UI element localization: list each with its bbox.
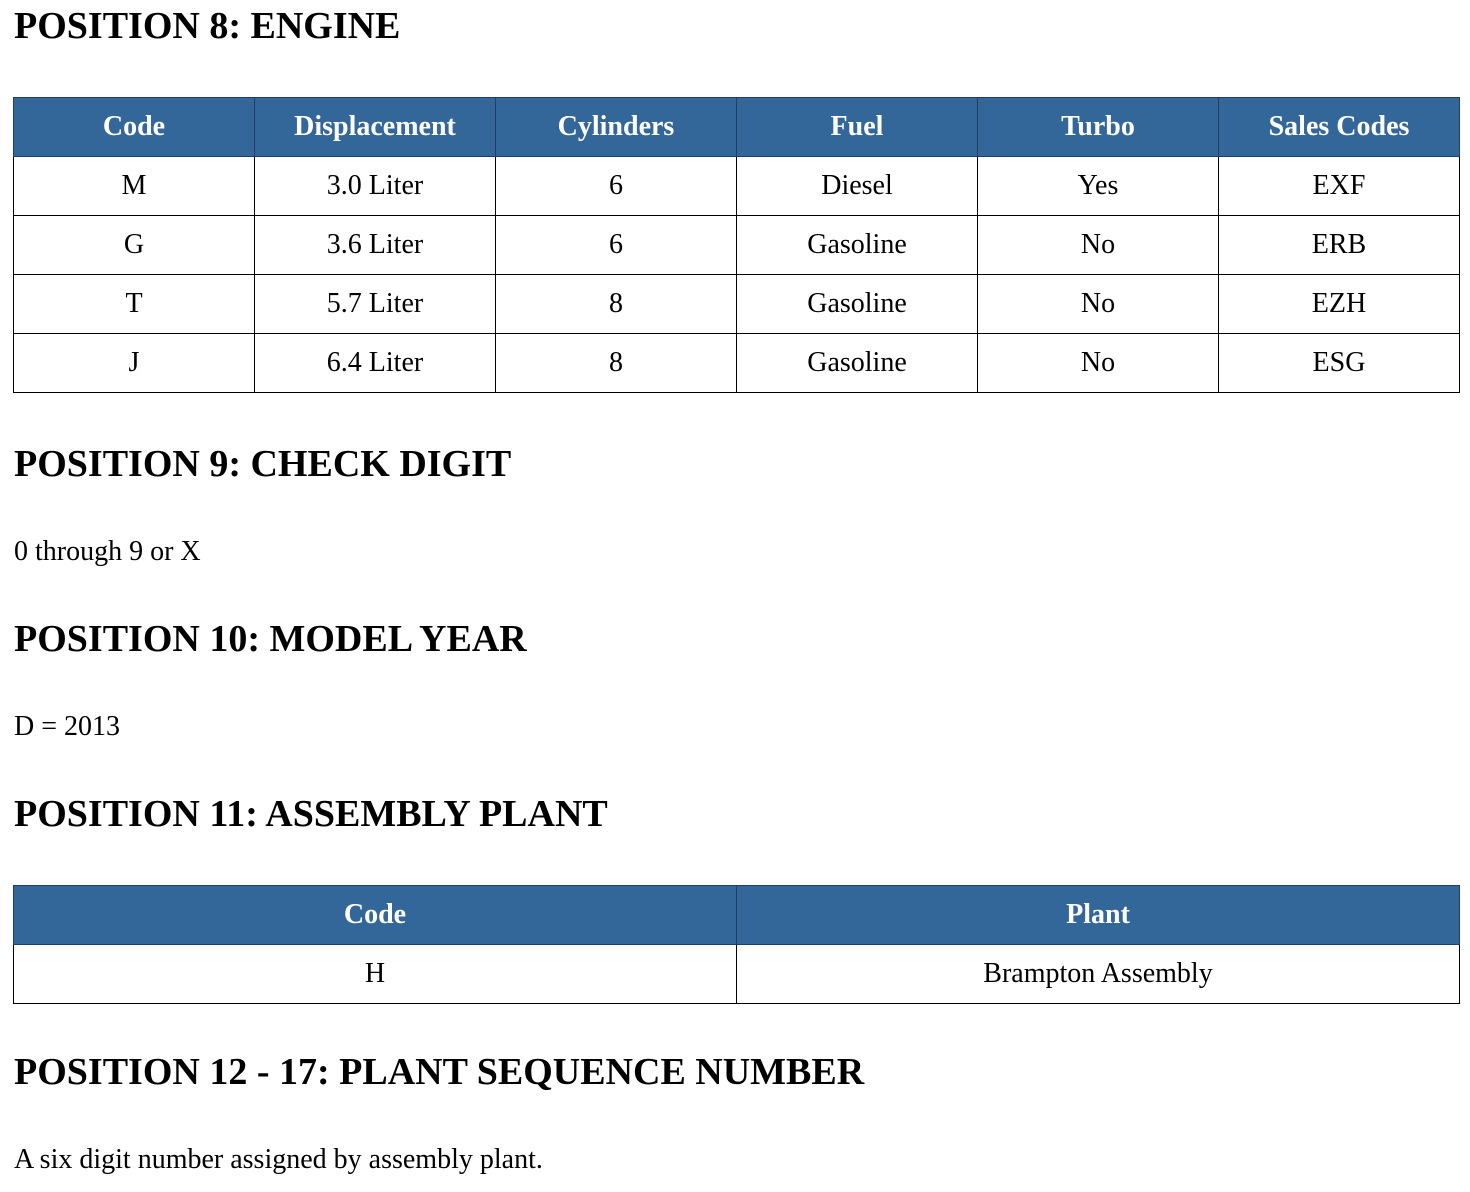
assembly-plant-heading: POSITION 11: ASSEMBLY PLANT	[14, 793, 608, 835]
table-cell: 3.0 Liter	[255, 157, 496, 216]
table-cell: ERB	[1219, 216, 1460, 275]
table-cell: No	[978, 275, 1219, 334]
assembly-plant-table	[13, 885, 1460, 1004]
column-header-turbo: Turbo	[978, 98, 1219, 157]
table-cell: EXF	[1219, 157, 1460, 216]
column-header-code: Code	[14, 886, 737, 945]
engine-table	[13, 97, 1460, 393]
table-row	[14, 945, 1460, 1004]
table-cell: J	[14, 334, 255, 393]
table-header-row	[14, 98, 1460, 157]
column-header-code: Code	[14, 98, 255, 157]
table-cell: No	[978, 216, 1219, 275]
column-header-displacement: Displacement	[255, 98, 496, 157]
table-row	[14, 216, 1460, 275]
column-header-fuel: Fuel	[737, 98, 978, 157]
table-cell: Yes	[978, 157, 1219, 216]
table-cell: T	[14, 275, 255, 334]
table-cell: 8	[496, 334, 737, 393]
table-cell: 3.6 Liter	[255, 216, 496, 275]
table-cell: 8	[496, 275, 737, 334]
table-cell: No	[978, 334, 1219, 393]
table-cell: G	[14, 216, 255, 275]
column-header-sales-codes: Sales Codes	[1219, 98, 1460, 157]
table-row	[14, 334, 1460, 393]
table-header-row	[14, 886, 1460, 945]
table-cell: EZH	[1219, 275, 1460, 334]
table-cell: 6	[496, 157, 737, 216]
table-cell: 5.7 Liter	[255, 275, 496, 334]
sequence-number-text: A six digit number assigned by assembly plant.	[14, 1144, 543, 1175]
table-cell: 6	[496, 216, 737, 275]
column-header-cylinders: Cylinders	[496, 98, 737, 157]
table-cell: Diesel	[737, 157, 978, 216]
check-digit-heading: POSITION 9: CHECK DIGIT	[14, 443, 512, 485]
table-cell: Brampton Assembly	[737, 945, 1460, 1004]
table-row	[14, 275, 1460, 334]
table-cell: Gasoline	[737, 334, 978, 393]
check-digit-text: 0 through 9 or X	[14, 536, 201, 567]
table-row	[14, 157, 1460, 216]
model-year-text: D = 2013	[14, 711, 121, 742]
table-cell: Gasoline	[737, 216, 978, 275]
engine-heading: POSITION 8: ENGINE	[14, 5, 401, 47]
model-year-heading: POSITION 10: MODEL YEAR	[14, 618, 527, 660]
table-cell: 6.4 Liter	[255, 334, 496, 393]
table-cell: Gasoline	[737, 275, 978, 334]
table-cell: H	[14, 945, 737, 1004]
table-cell: ESG	[1219, 334, 1460, 393]
column-header-plant: Plant	[737, 886, 1460, 945]
sequence-number-heading: POSITION 12 - 17: PLANT SEQUENCE NUMBER	[14, 1051, 865, 1093]
table-cell: M	[14, 157, 255, 216]
